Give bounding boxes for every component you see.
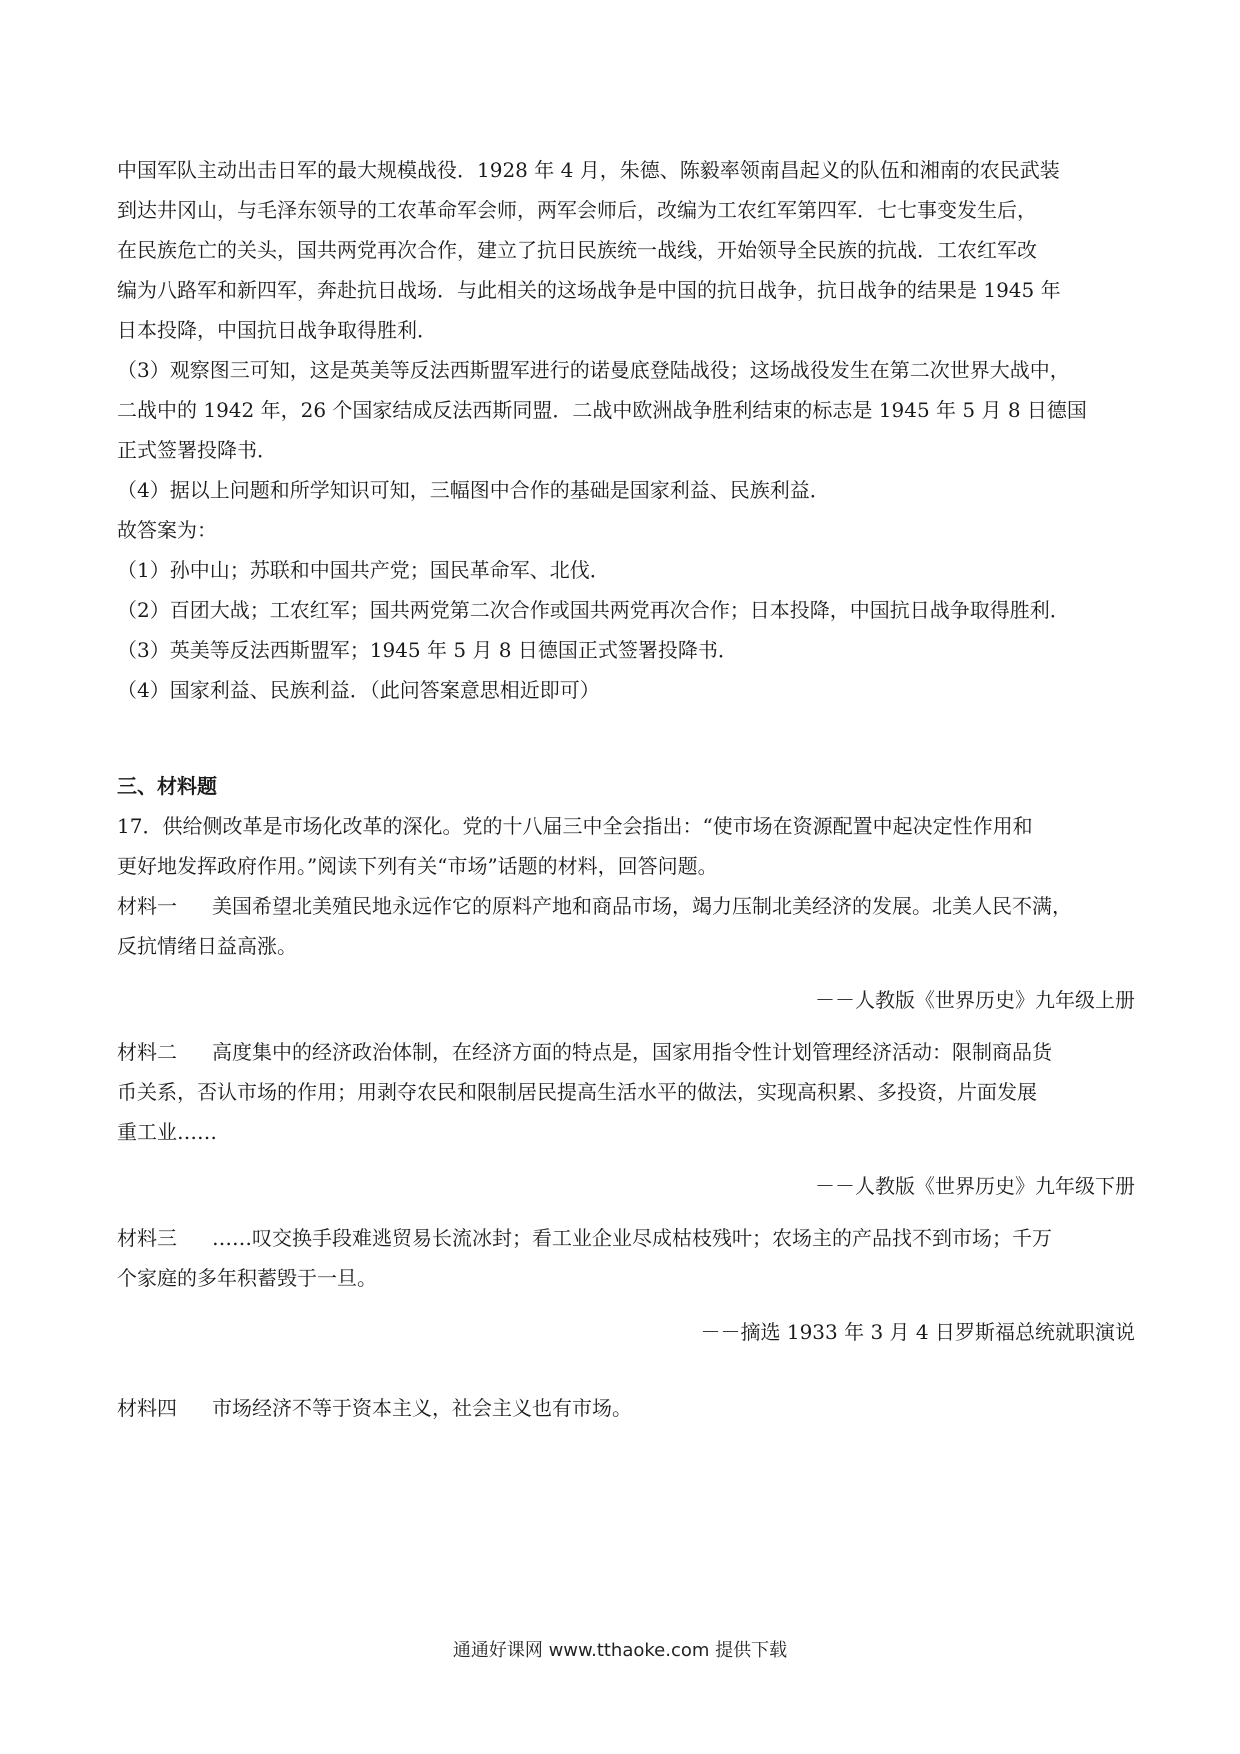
material-3 (117, 1218, 1135, 1352)
material-text: 重工业…… (117, 1120, 217, 1144)
material-text: 高度集中的经济政治体制，在经济方面的特点是，国家用指令性计划管理经济活动：限制商品货 (212, 1040, 1052, 1064)
material-text: 个家庭的多年积蓄毁于一旦。 (117, 1266, 377, 1290)
final-answer-1: （1）孙中山；苏联和中国共产党；国民革命军、北伐． (117, 558, 610, 582)
material-source: －－摘选 1933 年 3 月 4 日罗斯福总统就职演说 (700, 1320, 1135, 1344)
text-line: 二战中的 1942 年，26 个国家结成反法西斯同盟．二战中欧洲战争胜利结束的标志是 1945 年 5 月 8 日德国 (117, 398, 1087, 422)
section-heading: 三、材料题 (117, 774, 217, 798)
material-label: 材料四 (117, 1396, 177, 1420)
text-line: 中国军队主动出击日军的最大规模战役．1928 年 4 月，朱德、陈毅率领南昌起义的队伍和湘南的农民武装 (117, 158, 1060, 182)
material-text: 反抗情绪日益高涨。 (117, 934, 297, 958)
text-line: 日本投降，中国抗日战争取得胜利． (117, 318, 437, 342)
text-line: 在民族危亡的关头，国共两党再次合作，建立了抗日民族统一战线，开始领导全民族的抗战．工农红军改 (117, 238, 1037, 262)
answer-paragraph-3 (117, 350, 1135, 470)
final-answer-3: （3）英美等反法西斯盟军；1945 年 5 月 8 日德国正式签署投降书． (117, 638, 738, 662)
material-source: －－人教版《世界历史》九年级下册 (815, 1174, 1135, 1198)
answer-label: 故答案为： (117, 518, 217, 542)
material-text: 币关系，否认市场的作用；用剥夺农民和限制居民提高生活水平的做法，实现高积累、多投资，片面发展 (117, 1080, 1037, 1104)
text-line: 编为八路军和新四军，奔赴抗日战场．与此相关的这场战争是中国的抗日战争，抗日战争的结果是 1945 年 (117, 278, 1061, 302)
text-line: （3）观察图三可知，这是英美等反法西斯盟军进行的诺曼底登陆战役；这场战役发生在第二次世界大战中， (117, 358, 1070, 382)
material-4 (117, 1388, 1135, 1428)
document-body (117, 150, 1135, 1428)
material-label: 材料一 (117, 894, 177, 918)
text-line: 到达井冈山，与毛泽东领导的工农革命军会师，两军会师后，改编为工农红军第四军．七七事变发生后， (117, 198, 1037, 222)
material-text: 市场经济不等于资本主义，社会主义也有市场。 (212, 1396, 632, 1420)
page-footer: 通通好课网 www.tthaoke.com 提供下载 (452, 1640, 788, 1661)
final-answer-2: （2）百团大战；工农红军；国共两党第二次合作或国共两党再次合作；日本投降，中国抗日战争取得胜利． (117, 598, 1070, 622)
material-1 (117, 886, 1135, 1020)
answer-paragraph-2 (117, 150, 1135, 350)
text-line: 更好地发挥政府作用。”阅读下列有关“市场”话题的材料，回答问题。 (117, 854, 718, 878)
material-label: 材料三 (117, 1226, 177, 1250)
material-label: 材料二 (117, 1040, 177, 1064)
text-line: 17．供给侧改革是市场化改革的深化。党的十八届三中全会指出：“使市场在资源配置中起决定性作用和 (117, 814, 1033, 838)
material-text: ……叹交换手段难逃贸易长流冰封；看工业企业尽成枯枝残叶；农场主的产品找不到市场；千万 (212, 1226, 1052, 1250)
final-answer-4: （4）国家利益、民族利益．（此问答案意思相近即可） (117, 678, 600, 702)
material-text: 美国希望北美殖民地永远作它的原料产地和商品市场，竭力压制北美经济的发展。北美人民不满， (212, 894, 1072, 918)
material-2 (117, 1032, 1135, 1206)
text-line: 正式签署投降书． (117, 438, 277, 462)
material-source: －－人教版《世界历史》九年级上册 (815, 988, 1135, 1012)
answer-paragraph-4: （4）据以上问题和所学知识可知，三幅图中合作的基础是国家利益、民族利益． (117, 478, 830, 502)
question-17 (117, 806, 1135, 886)
